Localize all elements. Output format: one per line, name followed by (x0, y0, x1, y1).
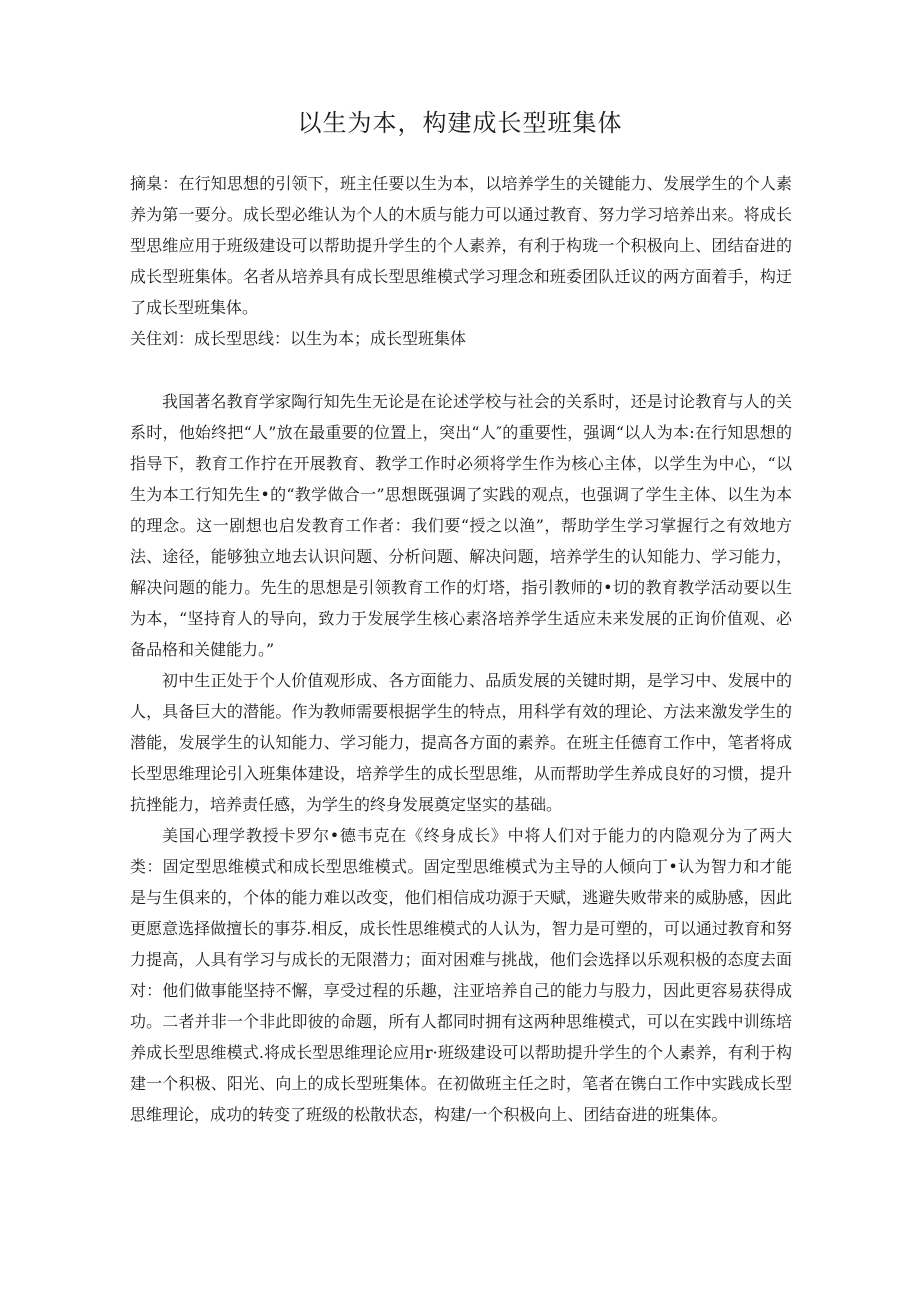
keywords: 关住刘：成长型思线：以生为本；成长型班集体 (130, 329, 467, 348)
abstract: 摘臬：在行知思想的引领下，班主任要以生为本，以培养学生的关键能力、发展学生的个人素养为第一要分。成长型必维认为个人的木质与能力可以通过教育、努力学习培养出来。将成长型思维应用于班级建设可以帮助提升学生的个人素养，有利于构珑一个积极向上、团结奋进的成长型班集体。名者从培养具有成长型思维模式学习理念和班委团队迁议的两方面着手，构迂了成长型班集体。 (130, 174, 792, 317)
paragraph: 初中生正处于个人价值观形成、各方面能力、品质发展的关键时期，是学习中、发展中的人，具备巨大的潜能。作为教师需要根据学生的特点，用科学有效的理论、方法来激发学生的潜能，发展学生的认知能力、学习能力，提高各方面的素养。在班主任德育工作中，笔者将成长型思维理论引入班集体建设，培养学生的成长型思维，从而帮助学生养成良好的习惯，提升抗挫能力，培养责任感，为学生的终身发展奠定坚实的基础。 (130, 671, 792, 814)
paragraph: 我国著名教育学家陶行知先生无论是在论述学校与社会的关系时，还是讨论教育与人的关系时，他始终把“人”放在最重要的位置上，突出“人″的重要性，强调“以人为本:在行知思想的指导下，教育工作拧在开展教育、教学工作时必须将学生作为核心主体，以学生为中心，“以生为本工行知先生•的“教学做合一”思想既强调了实践的观点，也强调了学生主体、以生为本的理念。这一剧想也启发教育工作者：我们要“授之以渔”，帮助学生学习掌握行之有效地方法、途径，能够独立地去认识问题、分析问题、解决问题，培养学生的认知能力、学习能力，解决问题的能力。先生的思想是引领教育工作的灯塔，指引教师的•切的教育教学活动要以生为本，“坚持育人的导向，致力于发展学生核心素洛培养学生适应未来发展的正询价值观、必备品格和关健能力。” (130, 392, 792, 659)
paragraph: 美国心理学教授卡罗尔•德韦克在《终身成长》中将人们对于能力的内隐观分为了两大类：固定型思维模式和成长型思维模式。固定型思维模式为主导的人倾向丁•认为智力和才能是与生俱来的，个体的能力难以改变，他们相信成功源于天赋，逃避失败带来的威胁感，因此更愿意选择做擅长的事芬.相反，成长性思维模式的人认为，智力是可塑的，可以通过教育和努力提高，人具有学习与成长的无限潜力；面对困难与挑战，他们会选择以乐观积极的态度去面对：他们做事能坚持不懈，享受过程的乐趣，注亚培养自己的能力与股力，因此更容易获得成功。二者并非一个非此即彼的命题，所有人都同时拥有这两种思维模式，可以在实践中训练培养成长型思维模式.将成长型思维理论应用r·班级建设可以帮助提升学生的个人素养，有利于构建一个积极、阳光、向上的成长型班集体。在初做班主任之时，笔者在镌白工作中实践成长型思维理论，成功的转变了班级的松散状态，构建/一个积极向上、团结奋进的班集体。 (130, 826, 792, 1124)
document-title: 以生为本，构建成长型班集体 (297, 109, 623, 137)
document-body (130, 386, 792, 1130)
